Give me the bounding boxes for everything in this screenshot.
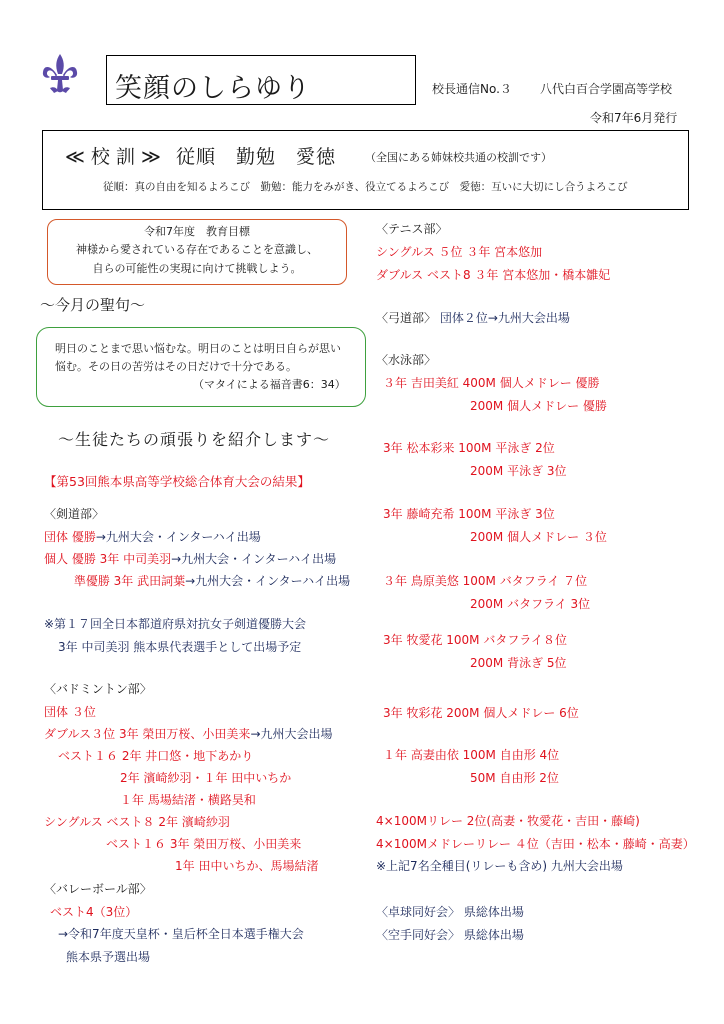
result-line: ベスト１６ 2年 井口悠・地下あかり xyxy=(58,749,254,763)
education-goal-box xyxy=(47,219,347,285)
result-line xyxy=(44,727,333,742)
result-line: 200M 背泳ぎ 5位 xyxy=(470,656,567,670)
result-line: 4×100Mリレー 2位(高妻・牧愛花・吉田・藤崎) xyxy=(376,814,640,828)
result-line: 200M バタフライ 3位 xyxy=(470,597,591,611)
result-line: 200M 個人メドレー 優勝 xyxy=(470,399,607,413)
result-line: →令和7年度天皇杯・皇后杯全日本選手権大会 xyxy=(58,927,304,941)
school-name: 八代白百合学園高等学校 xyxy=(540,82,673,96)
result-line: 〈水泳部〉 xyxy=(376,353,437,367)
motto-words: 従順 勤勉 愛徳 xyxy=(176,146,337,168)
result-part: →九州大会・インターハイ出場 xyxy=(185,574,351,588)
verse-box xyxy=(36,327,366,407)
result-part: 個人 優勝 3年 中司美羽 xyxy=(44,552,172,566)
result-line: 〈卓球同好会〉 県総体出場 xyxy=(376,905,524,919)
result-line: 3年 中司美羽 熊本県代表選手として出場予定 xyxy=(58,640,302,654)
result-line: ※第１７回全日本都道府県対抗女子剣道優勝大会 xyxy=(44,617,307,631)
result-part: →九州大会・インターハイ出場 xyxy=(95,530,261,544)
result-part: 準優勝 3年 武田詞葉 xyxy=(58,574,186,588)
newsletter-title: 笑顔のしらゆり xyxy=(115,73,311,104)
result-line: 3年 松本彩来 100M 平泳ぎ 2位 xyxy=(383,441,555,455)
result-part: →九州大会・インターハイ出場 xyxy=(171,552,337,566)
result-line: 〈バレーボール部〉 xyxy=(44,882,152,896)
result-line xyxy=(44,552,336,567)
intro-heading: ～生徒たちの頑張りを紹介します～ xyxy=(58,430,331,449)
result-line: 3年 牧彩花 200M 個人メドレー 6位 xyxy=(383,706,579,720)
result-line: 〈バドミントン部〉 xyxy=(44,682,152,696)
motto-detail: 従順：真の自由を知るよろこび 勤勉：能力をみがき、役立てるよろこび 愛徳：互いに大切にし合うよろこび xyxy=(103,181,628,193)
verse-line-2: 悩む。その日の苦労はその日だけで十分である。 xyxy=(55,360,297,373)
result-part: →九州大会出場 xyxy=(250,727,333,741)
fleur-de-lis-icon xyxy=(40,52,80,96)
motto-label: ≪ 校 訓 ≫ xyxy=(65,146,161,168)
result-line: 〈空手同好会〉 県総体出場 xyxy=(376,928,524,942)
verse-source: （マタイによる福音書6：34） xyxy=(193,378,346,391)
verse-line-1: 明日のことまで思い悩むな。明日のことは明日自らが思い xyxy=(55,342,341,355)
result-line: １年 高妻由依 100M 自由形 4位 xyxy=(383,748,560,762)
result-part: 団体２位→九州大会出場 xyxy=(436,311,570,325)
result-line: 200M 平泳ぎ 3位 xyxy=(470,464,567,478)
result-line: ベスト4（3位） xyxy=(50,905,138,919)
result-line: 〈剣道部〉 xyxy=(44,507,105,521)
result-line: ベスト１６ 3年 榮田万桜、小田美来 xyxy=(106,837,302,851)
result-line: ３年 吉田美紅 400M 個人メドレー 優勝 xyxy=(383,376,600,390)
result-line xyxy=(376,311,570,326)
result-line: シングルス ベスト８ 2年 濱崎紗羽 xyxy=(44,815,230,829)
result-line: 2年 濱崎紗羽・１年 田中いちか xyxy=(120,771,292,785)
result-line: 200M 個人メドレー ３位 xyxy=(470,530,607,544)
result-line: 3年 牧愛花 100M バタフライ８位 xyxy=(383,633,567,647)
result-part: 団体 優勝 xyxy=(44,530,96,544)
motto-note: （全国にある姉妹校共通の校訓です） xyxy=(365,151,552,164)
event-title: 【第53回熊本県高等学校総合体育大会の結果】 xyxy=(44,474,310,489)
result-line: 3年 藤崎充希 100M 平泳ぎ 3位 xyxy=(383,507,555,521)
result-line xyxy=(44,530,261,545)
result-line: 50M 自由形 2位 xyxy=(470,771,559,785)
result-line: 4×100Mメドレーリレー ４位（吉田・松本・藤崎・高妻） xyxy=(376,837,695,851)
result-line: シングルス ５位 ３年 宮本悠加 xyxy=(376,245,543,259)
result-part: ダブルス３位 3年 榮田万桜、小田美来 xyxy=(44,727,251,741)
goal-heading: 令和7年度 教育目標 xyxy=(144,225,250,238)
verse-heading: ～今月の聖句～ xyxy=(40,296,146,314)
newsletter-number: 校長通信No.３ xyxy=(432,82,512,96)
result-part: 〈弓道部〉 xyxy=(376,311,437,325)
result-line xyxy=(58,574,350,589)
result-line: ダブルス ベスト8 ３年 宮本悠加・橋本雛妃 xyxy=(376,268,611,282)
result-line: １年 馬場結渚・横路昊和 xyxy=(120,793,256,807)
issue-date: 令和7年6月発行 xyxy=(590,111,678,125)
goal-line-2: 自らの可能性の実現に向けて挑戦しよう。 xyxy=(92,262,302,275)
result-line: ※上記7名全種目(リレーも含め) 九州大会出場 xyxy=(376,859,623,873)
result-line: ３年 鳥原美悠 100M バタフライ ７位 xyxy=(383,574,588,588)
result-line: 〈テニス部〉 xyxy=(376,222,448,236)
result-line: 1年 田中いちか、馬場結渚 xyxy=(175,859,319,873)
result-line: 熊本県予選出場 xyxy=(66,950,151,964)
goal-line-1: 神様から愛されている存在であることを意識し、 xyxy=(76,243,318,256)
result-line: 団体 ３位 xyxy=(44,705,96,719)
newsletter-title-box xyxy=(106,55,416,105)
